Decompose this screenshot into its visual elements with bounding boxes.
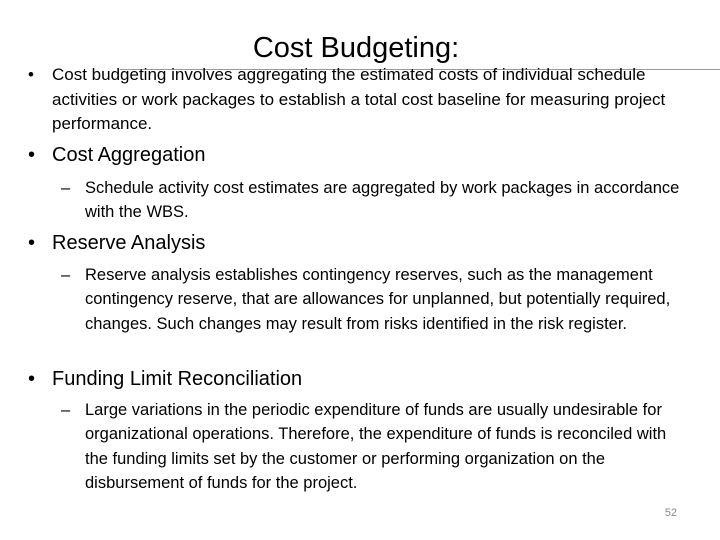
section-heading-text: Reserve Analysis	[52, 232, 206, 254]
bullet-icon: •	[28, 368, 36, 390]
bullet-icon: •	[28, 232, 36, 254]
section-detail-reserve-analysis	[61, 263, 681, 336]
section-detail-cost-aggregation	[61, 176, 681, 225]
bullet-icon: •	[28, 144, 36, 166]
intro-text: Cost budgeting involves aggregating the estimated costs of individual schedule activities or work packages to establish a total cost baseline for measuring project performance.	[52, 65, 666, 133]
section-heading-cost-aggregation	[24, 142, 704, 168]
dash-icon: –	[61, 266, 71, 284]
intro-bullet	[24, 63, 704, 137]
dash-icon: –	[61, 401, 71, 419]
section-detail-funding-limit-reconciliation	[61, 398, 681, 495]
section-detail-text: Large variations in the periodic expenditure of funds are usually undesirable for organizational operations. Therefore, the expenditure of funds is reconciled with the funding limits set by the customer or performing organization on the disbursement of funds for the project.	[85, 401, 667, 492]
section-heading-reserve-analysis	[24, 230, 704, 256]
page-number: 52	[664, 507, 677, 519]
section-heading-funding-limit-reconciliation	[24, 366, 704, 392]
section-detail-text: Reserve analysis establishes contingency reserves, such as the management contingency reserve, that are allowances for unplanned, but potentially required, changes. Such changes may result from risks identified in the risk register.	[85, 266, 671, 333]
bullet-icon: •	[28, 65, 34, 84]
section-detail-text: Schedule activity cost estimates are aggregated by work packages in accordance with the WBS.	[85, 179, 680, 222]
section-heading-text: Funding Limit Reconciliation	[52, 368, 303, 390]
slide-title: Cost Budgeting:	[252, 32, 460, 64]
section-heading-text: Cost Aggregation	[52, 144, 206, 166]
dash-icon: –	[61, 179, 71, 197]
